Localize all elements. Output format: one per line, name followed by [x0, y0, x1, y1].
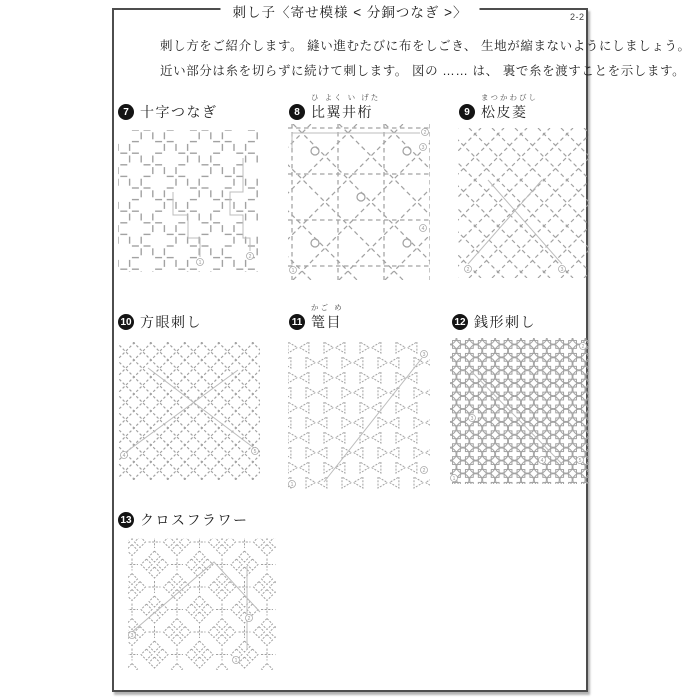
pattern-name: 松皮菱 — [481, 104, 528, 120]
furigana-label: まつかわびし — [481, 93, 538, 102]
svg-text:3: 3 — [470, 415, 474, 422]
stitch-diagram-hogan-sashi — [118, 342, 260, 480]
svg-text:3: 3 — [422, 351, 426, 358]
pattern-name: 銭形刺し — [474, 314, 536, 330]
stitch-diagram-cross-flower — [128, 538, 276, 670]
pattern-number-badge: 7 — [118, 104, 134, 120]
pattern-name: 篭目 — [311, 314, 342, 330]
stitch-diagram-cross-connect — [118, 130, 258, 272]
svg-text:2: 2 — [422, 467, 426, 474]
pattern-heading-13 — [118, 510, 249, 530]
svg-text:3: 3 — [421, 144, 425, 151]
intro-text — [160, 34, 691, 84]
svg-text:4: 4 — [122, 452, 126, 459]
svg-text:1: 1 — [291, 267, 295, 274]
pattern-name: クロスフラワー — [140, 512, 249, 528]
svg-text:5: 5 — [253, 448, 257, 455]
furigana-label: かご め — [311, 303, 344, 312]
svg-text:4: 4 — [421, 225, 425, 232]
intro-line-2: 近い部分は糸を切らずに続けて刺します。 図の …… は、 裏で糸を渡すことを示します。 — [160, 64, 686, 78]
stitch-diagram-matsukawabishi — [458, 128, 589, 278]
stitch-diagram-hiyoku-igeta — [288, 124, 430, 280]
page-number: 2-2 — [570, 12, 585, 22]
svg-text:1: 1 — [234, 657, 238, 664]
document-title: 刺し子〈寄せ模様 < 分銅つなぎ >〉 — [220, 1, 479, 21]
intro-line-1: 刺し方をご紹介します。 縫い進むたびに布をしごき、 生地が縮まないようにしましょう。 — [160, 39, 691, 53]
stitch-diagram-zenigata — [450, 338, 589, 484]
pattern-number-badge: 11 — [289, 314, 305, 330]
stitch-diagram-kagome — [288, 340, 430, 490]
svg-text:2: 2 — [247, 615, 251, 622]
svg-text:1: 1 — [452, 475, 456, 482]
svg-text:2: 2 — [423, 129, 427, 136]
pattern-number-badge: 13 — [118, 512, 134, 528]
svg-text:1: 1 — [198, 259, 202, 266]
svg-text:3: 3 — [130, 632, 134, 639]
pattern-number-badge: 12 — [452, 314, 468, 330]
pattern-heading-7 — [118, 102, 218, 122]
pattern-heading-9 — [459, 93, 538, 122]
svg-text:2: 2 — [248, 253, 252, 260]
svg-text:5: 5 — [578, 457, 582, 464]
pattern-name: 十字つなぎ — [140, 104, 218, 120]
pattern-number-badge: 10 — [118, 314, 134, 330]
pattern-heading-11 — [289, 303, 344, 332]
svg-text:2: 2 — [581, 343, 585, 350]
pattern-name: 比翼井桁 — [311, 104, 373, 120]
pattern-heading-8 — [289, 93, 381, 122]
pattern-heading-12 — [452, 312, 536, 332]
svg-text:1: 1 — [290, 481, 294, 488]
svg-text:2: 2 — [466, 266, 470, 273]
pattern-name: 方眼刺し — [140, 314, 202, 330]
svg-text:3: 3 — [560, 266, 564, 273]
furigana-label: ひ よく い げた — [311, 93, 381, 102]
pattern-number-badge: 9 — [459, 104, 475, 120]
svg-text:4: 4 — [540, 457, 544, 464]
pattern-heading-10 — [118, 312, 202, 332]
pattern-number-badge: 8 — [289, 104, 305, 120]
